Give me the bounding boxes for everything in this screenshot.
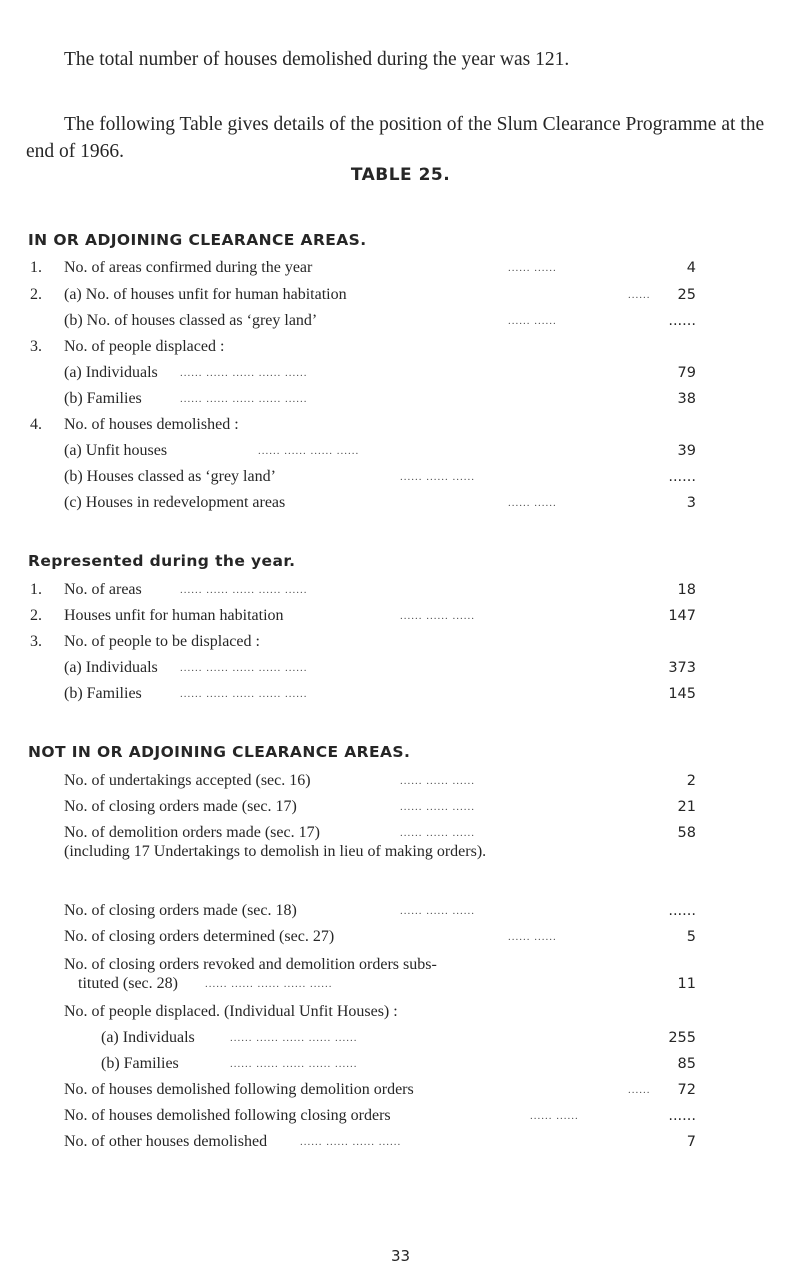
page-number: 33 bbox=[390, 1247, 411, 1265]
row-label: No. of closing orders made (sec. 17) bbox=[64, 798, 297, 815]
leader-dots: ...... ...... ...... ...... ...... bbox=[180, 393, 308, 405]
leader-dots: ...... bbox=[628, 289, 651, 301]
row-value: 58 bbox=[677, 825, 696, 841]
row-number: 1. bbox=[30, 259, 42, 276]
table-title: TABLE 25. bbox=[350, 165, 451, 185]
row-value: 85 bbox=[677, 1056, 696, 1072]
row-label: (a) Individuals bbox=[64, 659, 158, 676]
table-row bbox=[0, 1052, 801, 1076]
row-note: (including 17 Undertakings to demolish in lieu of making orders). bbox=[64, 843, 487, 860]
row-label: (a) No. of houses unfit for human habitation bbox=[64, 286, 347, 303]
leader-dots: ...... ...... ...... bbox=[400, 801, 475, 813]
row-number: 2. bbox=[30, 286, 42, 303]
table-row bbox=[0, 491, 801, 515]
row-label: No. of demolition orders made (sec. 17) bbox=[64, 824, 320, 841]
leader-dots: ...... ...... ...... bbox=[400, 775, 475, 787]
row-label: Houses unfit for human habitation bbox=[64, 607, 284, 624]
row-label: (a) Unfit houses bbox=[64, 442, 168, 459]
row-value: 18 bbox=[677, 582, 696, 598]
row-label: No. of closing orders determined (sec. 27) bbox=[64, 928, 335, 945]
row-value: 3 bbox=[686, 495, 696, 511]
table-row bbox=[0, 578, 801, 602]
row-label: No. of areas bbox=[64, 581, 142, 598]
row-value: 25 bbox=[677, 287, 696, 303]
row-value: 373 bbox=[668, 660, 696, 676]
row-label: No. of houses demolished following demolition orders bbox=[64, 1081, 414, 1098]
intro-text-2: The following Table gives details of the position of the Slum Clearance Programme at the end of 1966. bbox=[26, 114, 765, 162]
table-row bbox=[0, 1130, 801, 1154]
table-row bbox=[0, 630, 801, 654]
row-value: 72 bbox=[677, 1082, 696, 1098]
row-number: 3. bbox=[30, 338, 42, 355]
section-heading-not-clearance-areas: NOT IN OR ADJOINING CLEARANCE AREAS. bbox=[28, 743, 411, 761]
table-row bbox=[0, 413, 801, 437]
row-label: No. of closing orders made (sec. 18) bbox=[64, 902, 297, 919]
leader-dots: ...... ...... bbox=[508, 315, 557, 327]
leader-dots: ...... ...... ...... ...... bbox=[300, 1136, 402, 1148]
section-heading-represented: Represented during the year. bbox=[28, 552, 296, 570]
row-label: No. of houses demolished : bbox=[64, 416, 239, 433]
row-value: 21 bbox=[677, 799, 696, 815]
table-row bbox=[0, 769, 801, 793]
row-value: ...... bbox=[668, 313, 696, 329]
intro-paragraph-2 bbox=[26, 111, 776, 165]
table-row bbox=[0, 309, 801, 333]
leader-dots: ...... ...... ...... ...... bbox=[258, 445, 360, 457]
row-label: No. of people displaced. (Individual Unfit Houses) : bbox=[64, 1003, 398, 1020]
table-row bbox=[0, 361, 801, 385]
leader-dots: ...... ...... bbox=[508, 497, 557, 509]
row-label: No. of undertakings accepted (sec. 16) bbox=[64, 772, 311, 789]
intro-paragraph-1 bbox=[26, 46, 776, 73]
table-row bbox=[0, 256, 801, 280]
row-value: 2 bbox=[686, 773, 696, 789]
table-row bbox=[0, 387, 801, 411]
table-row bbox=[0, 656, 801, 680]
row-label: (c) Houses in redevelopment areas bbox=[64, 494, 286, 511]
leader-dots: ...... ...... ...... bbox=[400, 827, 475, 839]
section-heading-clearance-areas: IN OR ADJOINING CLEARANCE AREAS. bbox=[28, 231, 367, 249]
table-row bbox=[0, 1104, 801, 1128]
row-value: 38 bbox=[677, 391, 696, 407]
row-label: (a) Individuals bbox=[64, 364, 158, 381]
row-label: No. of people to be displaced : bbox=[64, 633, 260, 650]
row-label: No. of areas confirmed during the year bbox=[64, 259, 313, 276]
row-value: 147 bbox=[668, 608, 696, 624]
table-row bbox=[0, 925, 801, 949]
table-row bbox=[0, 682, 801, 706]
leader-dots: ...... ...... ...... bbox=[400, 471, 475, 483]
table-row bbox=[0, 283, 801, 307]
row-value: 4 bbox=[686, 260, 696, 276]
leader-dots: ...... ...... ...... ...... ...... bbox=[180, 367, 308, 379]
row-label: (b) Families bbox=[64, 390, 142, 407]
row-label: (b) No. of houses classed as ‘grey land’ bbox=[64, 312, 318, 329]
row-value: 145 bbox=[668, 686, 696, 702]
leader-dots: ...... ...... ...... bbox=[400, 905, 475, 917]
row-value: 255 bbox=[668, 1030, 696, 1046]
table-row bbox=[0, 604, 801, 628]
row-number: 4. bbox=[30, 416, 42, 433]
row-number: 1. bbox=[30, 581, 42, 598]
row-value: 7 bbox=[686, 1134, 696, 1150]
leader-dots: ...... ...... ...... ...... ...... bbox=[230, 1032, 358, 1044]
row-label: tituted (sec. 28) bbox=[78, 975, 178, 992]
table-row bbox=[0, 972, 801, 996]
table-row bbox=[0, 1000, 801, 1024]
row-value: 79 bbox=[677, 365, 696, 381]
leader-dots: ...... ...... ...... ...... ...... bbox=[230, 1058, 358, 1070]
leader-dots: ...... bbox=[628, 1084, 651, 1096]
table-row bbox=[0, 1078, 801, 1102]
table-row bbox=[0, 439, 801, 463]
row-value: ...... bbox=[668, 903, 696, 919]
leader-dots: ...... ...... ...... ...... ...... bbox=[205, 978, 333, 990]
table-row bbox=[0, 795, 801, 819]
row-number: 2. bbox=[30, 607, 42, 624]
table-row bbox=[0, 899, 801, 923]
row-label: (b) Houses classed as ‘grey land’ bbox=[64, 468, 276, 485]
row-label: (a) Individuals bbox=[101, 1029, 195, 1046]
intro-text-1: The total number of houses demolished during the year was 121. bbox=[64, 49, 570, 70]
leader-dots: ...... ...... ...... ...... ...... bbox=[180, 688, 308, 700]
row-value: 5 bbox=[686, 929, 696, 945]
table-row bbox=[0, 821, 801, 845]
row-label: (b) Families bbox=[101, 1055, 179, 1072]
leader-dots: ...... ...... ...... bbox=[400, 610, 475, 622]
table-row bbox=[0, 335, 801, 359]
leader-dots: ...... ...... ...... ...... ...... bbox=[180, 662, 308, 674]
row-label: No. of people displaced : bbox=[64, 338, 225, 355]
row-label: No. of other houses demolished bbox=[64, 1133, 268, 1150]
leader-dots: ...... ...... bbox=[508, 262, 557, 274]
table-row bbox=[0, 465, 801, 489]
row-label: No. of houses demolished following closing orders bbox=[64, 1107, 391, 1124]
row-number: 3. bbox=[30, 633, 42, 650]
row-value: ...... bbox=[668, 1108, 696, 1124]
leader-dots: ...... ...... bbox=[530, 1110, 579, 1122]
table-row bbox=[0, 1026, 801, 1050]
leader-dots: ...... ...... bbox=[508, 931, 557, 943]
row-label: No. of closing orders revoked and demolition orders subs- bbox=[64, 956, 437, 973]
row-value: ...... bbox=[668, 469, 696, 485]
row-value: 39 bbox=[677, 443, 696, 459]
leader-dots: ...... ...... ...... ...... ...... bbox=[180, 584, 308, 596]
row-label: (b) Families bbox=[64, 685, 142, 702]
row-value: 11 bbox=[677, 976, 696, 992]
